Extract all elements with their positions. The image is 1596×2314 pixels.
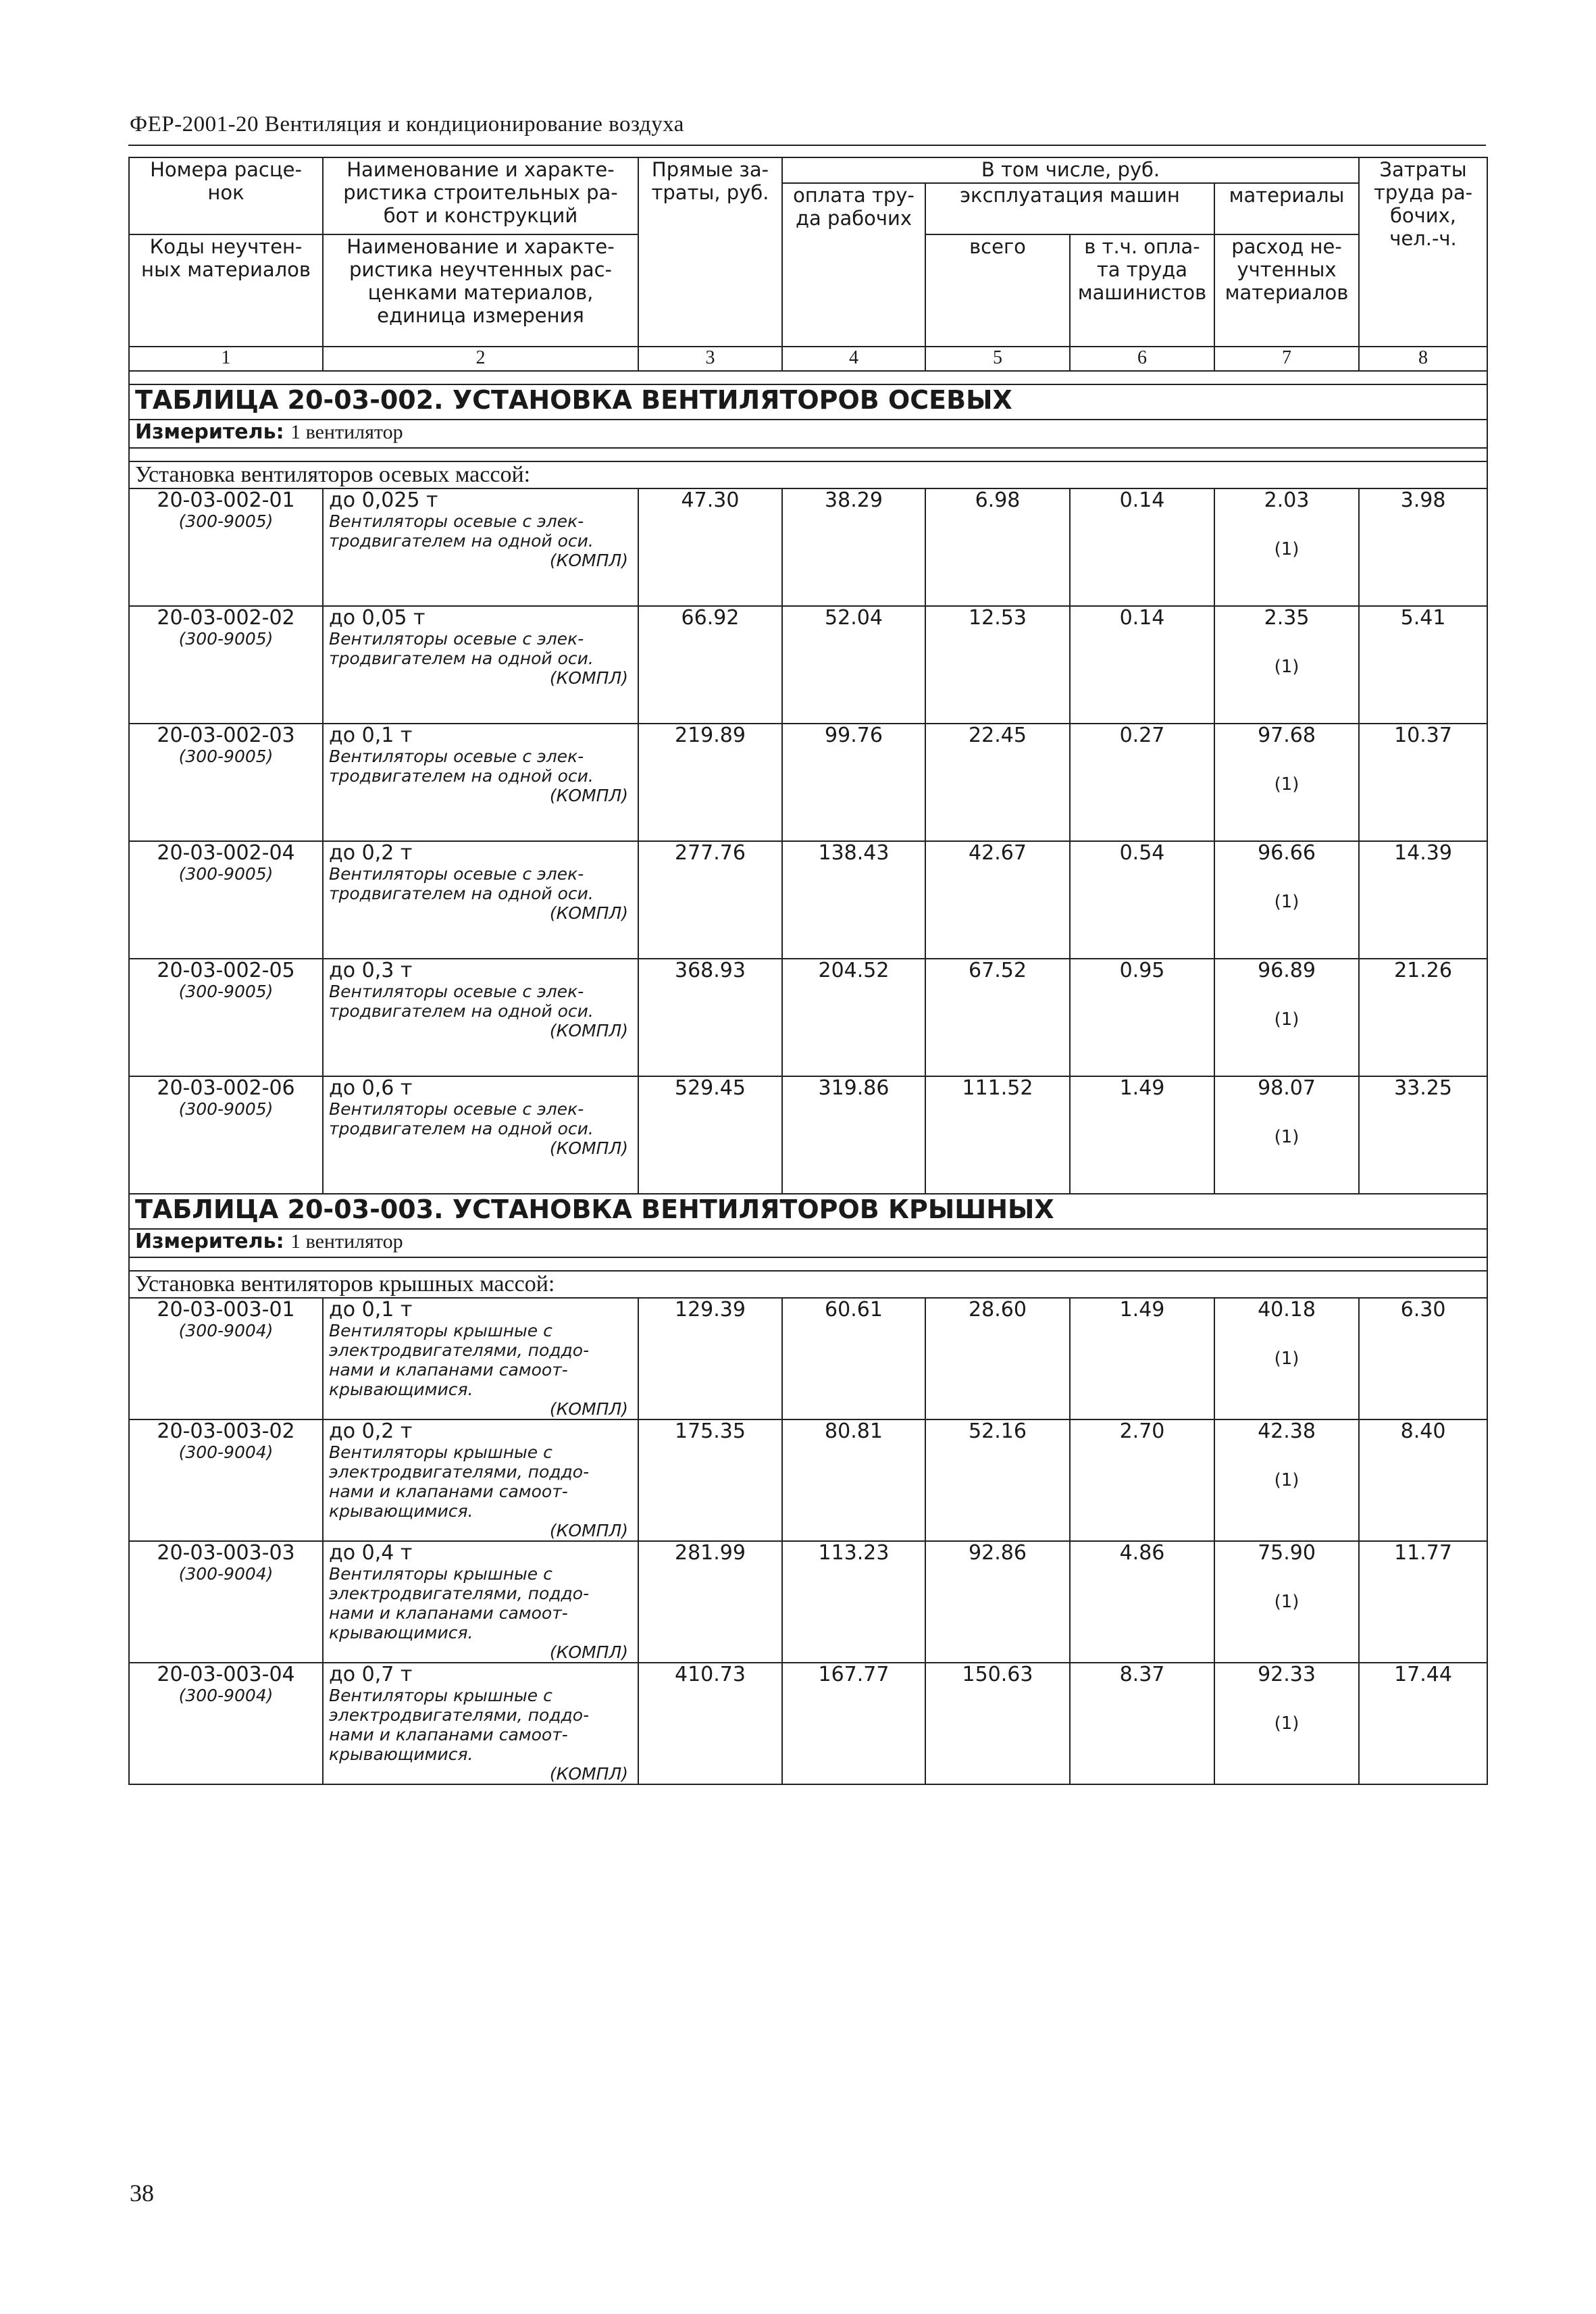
materials-cost: 2.03: [1264, 488, 1310, 512]
worker-pay: 113.23: [782, 1541, 925, 1663]
work-name-cell: [323, 1663, 638, 1784]
materials-cost: 97.68: [1258, 724, 1316, 747]
spacer-cell: [129, 1257, 1487, 1271]
rate-code: 20-03-002-06: [157, 1076, 295, 1100]
material-quantity: (1): [1274, 1470, 1299, 1490]
running-head: ФЕР-2001-20 Вентиляция и кондиционирование воздуха: [130, 112, 684, 136]
unit-line: [129, 420, 1487, 448]
col-number: 8: [1359, 347, 1487, 371]
worker-pay: 167.77: [782, 1663, 925, 1784]
header-unaccounted-codes: Коды неучтен-ных материалов: [129, 234, 323, 347]
machines-total: 12.53: [925, 606, 1070, 724]
direct-costs: 175.35: [638, 1419, 782, 1541]
operator-pay: 0.14: [1070, 606, 1214, 724]
table-row: [129, 1298, 1487, 1419]
work-name-cell: [323, 724, 638, 841]
machines-total: 150.63: [925, 1663, 1070, 1784]
material-unit: (КОМПЛ): [549, 786, 628, 805]
materials-cost: 96.66: [1258, 841, 1316, 865]
material-quantity: (1): [1274, 1592, 1299, 1612]
work-name: до 0,4 т: [329, 1541, 413, 1565]
table-row: [129, 606, 1487, 724]
machines-total: 42.67: [925, 841, 1070, 959]
rate-code: 20-03-003-03: [157, 1541, 295, 1565]
work-name: до 0,3 т: [329, 959, 413, 982]
table-row: [129, 959, 1487, 1076]
work-name: до 0,1 т: [329, 1298, 413, 1322]
material-quantity: (1): [1274, 539, 1299, 559]
work-name-cell: [323, 1419, 638, 1541]
operator-pay: 0.14: [1070, 488, 1214, 606]
work-name-cell: [323, 1298, 638, 1419]
materials-cell: [1214, 1419, 1359, 1541]
material-quantity: (1): [1274, 657, 1299, 677]
col-number: 1: [129, 347, 323, 371]
material-description: Вентиляторы осевые с элек-тродвигателем на одной оси.: [329, 864, 594, 903]
labor-hours: 6.30: [1359, 1298, 1487, 1419]
rate-code-cell: [129, 1419, 323, 1541]
rate-code: 20-03-002-03: [157, 724, 295, 747]
machines-total: 28.60: [925, 1298, 1070, 1419]
material-description: Вентиляторы осевые с элек-тродвигателем на одной оси.: [329, 1099, 594, 1138]
spacer-cell: [129, 371, 1487, 384]
col-number: 2: [323, 347, 638, 371]
materials-cost: 96.89: [1258, 959, 1316, 982]
header-rule: [128, 145, 1486, 146]
work-name: до 0,2 т: [329, 1419, 413, 1443]
header-machine-operation: эксплуатация машин: [925, 183, 1214, 234]
work-name: до 0,025 т: [329, 488, 438, 512]
material-unit: (КОМПЛ): [549, 1642, 628, 1662]
rate-code: 20-03-002-01: [157, 488, 295, 512]
spacer-cell: [129, 448, 1487, 461]
materials-cell: [1214, 959, 1359, 1076]
material-description: Вентиляторы осевые с элек-тродвигателем на одной оси.: [329, 747, 594, 786]
unit-line: [129, 1229, 1487, 1257]
labor-hours: 21.26: [1359, 959, 1487, 1076]
unit-value: 1 вентилятор: [290, 421, 403, 443]
operator-pay: 8.37: [1070, 1663, 1214, 1784]
work-name: до 0,1 т: [329, 724, 413, 747]
table-row: [129, 1419, 1487, 1541]
labor-hours: 17.44: [1359, 1663, 1487, 1784]
materials-cost: 75.90: [1258, 1541, 1316, 1565]
header-worker-pay: оплата тру-да рабочих: [782, 183, 925, 347]
material-quantity: (1): [1274, 892, 1299, 912]
header-work-name: Наименование и характе-ристика строительных ра-бот и конструкций: [323, 157, 638, 234]
machines-total: 6.98: [925, 488, 1070, 606]
machines-total: 92.86: [925, 1541, 1070, 1663]
material-quantity: (1): [1274, 1127, 1299, 1147]
direct-costs: 410.73: [638, 1663, 782, 1784]
materials-cell: [1214, 1663, 1359, 1784]
labor-hours: 11.77: [1359, 1541, 1487, 1663]
direct-costs: 368.93: [638, 959, 782, 1076]
materials-cell: [1214, 1541, 1359, 1663]
direct-costs: 47.30: [638, 488, 782, 606]
col-number: 7: [1214, 347, 1359, 371]
material-unit: (КОМПЛ): [549, 1138, 628, 1158]
rate-code-cell: [129, 606, 323, 724]
header-material-use: расход не-учтенных материалов: [1214, 234, 1359, 347]
direct-costs: 281.99: [638, 1541, 782, 1663]
materials-cost: 92.33: [1258, 1663, 1316, 1686]
materials-cell: [1214, 1298, 1359, 1419]
unit-value: 1 вентилятор: [290, 1230, 403, 1253]
header-operator-pay: в т.ч. опла-та труда машинистов: [1070, 234, 1214, 347]
table-row: [129, 1076, 1487, 1194]
material-unit: (КОМПЛ): [549, 1764, 628, 1784]
direct-costs: 66.92: [638, 606, 782, 724]
group-subheading: Установка вентиляторов крышных массой:: [129, 1271, 1487, 1298]
work-name: до 0,6 т: [329, 1076, 413, 1100]
operator-pay: 0.27: [1070, 724, 1214, 841]
materials-cost: 2.35: [1264, 606, 1310, 630]
material-quantity: (1): [1274, 774, 1299, 795]
material-unit: (КОМПЛ): [549, 1399, 628, 1419]
labor-hours: 8.40: [1359, 1419, 1487, 1541]
header-rate-numbers: Номера расце-нок: [129, 157, 323, 234]
col-number: 5: [925, 347, 1070, 371]
material-description: Вентиляторы осевые с элек-тродвигателем на одной оси.: [329, 629, 594, 668]
labor-hours: 3.98: [1359, 488, 1487, 606]
labor-hours: 14.39: [1359, 841, 1487, 959]
material-description: Вентиляторы крышные с электродвигателями, поддо-нами и клапанами самоот-крывающимися.: [329, 1564, 590, 1642]
materials-cell: [1214, 488, 1359, 606]
table-header: [129, 157, 1487, 371]
machines-total: 52.16: [925, 1419, 1070, 1541]
operator-pay: 0.54: [1070, 841, 1214, 959]
rate-code: 20-03-003-04: [157, 1663, 295, 1686]
rate-code-cell: [129, 724, 323, 841]
table-row: [129, 841, 1487, 959]
work-name-cell: [323, 606, 638, 724]
material-unit: (КОМПЛ): [549, 551, 628, 570]
col-number: 6: [1070, 347, 1214, 371]
header-labor-hours: Затраты труда ра-бочих, чел.-ч.: [1359, 157, 1487, 347]
material-code: (300-9005): [178, 629, 274, 649]
material-quantity: (1): [1274, 1349, 1299, 1369]
material-code: (300-9005): [178, 747, 274, 766]
rate-code-cell: [129, 1298, 323, 1419]
material-unit: (КОМПЛ): [549, 668, 628, 688]
materials-cell: [1214, 1076, 1359, 1194]
unit-label: Измеритель:: [135, 420, 284, 444]
worker-pay: 319.86: [782, 1076, 925, 1194]
material-code: (300-9004): [178, 1564, 274, 1584]
worker-pay: 38.29: [782, 488, 925, 606]
work-name: до 0,2 т: [329, 841, 413, 865]
rate-code: 20-03-003-02: [157, 1419, 295, 1443]
worker-pay: 60.61: [782, 1298, 925, 1419]
rate-code-cell: [129, 1076, 323, 1194]
section-title: ТАБЛИЦА 20-03-003. УСТАНОВКА ВЕНТИЛЯТОРОВ КРЫШНЫХ: [129, 1194, 1487, 1229]
machines-total: 67.52: [925, 959, 1070, 1076]
page-number: 38: [130, 2180, 154, 2207]
direct-costs: 277.76: [638, 841, 782, 959]
work-name-cell: [323, 959, 638, 1076]
materials-cell: [1214, 724, 1359, 841]
machines-total: 22.45: [925, 724, 1070, 841]
material-description: Вентиляторы осевые с элек-тродвигателем на одной оси.: [329, 511, 594, 551]
work-name-cell: [323, 488, 638, 606]
worker-pay: 204.52: [782, 959, 925, 1076]
col-number: 3: [638, 347, 782, 371]
rate-code: 20-03-002-02: [157, 606, 295, 630]
material-unit: (КОМПЛ): [549, 903, 628, 923]
group-subheading: Установка вентиляторов осевых массой:: [129, 461, 1487, 488]
unit-label: Измеритель:: [135, 1230, 284, 1253]
material-description: Вентиляторы осевые с элек-тродвигателем на одной оси.: [329, 982, 594, 1021]
work-name-cell: [323, 841, 638, 959]
labor-hours: 33.25: [1359, 1076, 1487, 1194]
labor-hours: 10.37: [1359, 724, 1487, 841]
material-code: (300-9004): [178, 1321, 274, 1340]
table-row: [129, 724, 1487, 841]
section-title: ТАБЛИЦА 20-03-002. УСТАНОВКА ВЕНТИЛЯТОРОВ ОСЕВЫХ: [129, 384, 1487, 420]
direct-costs: 129.39: [638, 1298, 782, 1419]
labor-hours: 5.41: [1359, 606, 1487, 724]
material-quantity: (1): [1274, 1713, 1299, 1734]
work-name-cell: [323, 1076, 638, 1194]
table-row: [129, 1541, 1487, 1663]
materials-cost: 40.18: [1258, 1298, 1316, 1322]
header-materials: материалы: [1214, 183, 1359, 234]
material-description: Вентиляторы крышные с электродвигателями, поддо-нами и клапанами самоот-крывающимися.: [329, 1442, 590, 1521]
worker-pay: 99.76: [782, 724, 925, 841]
worker-pay: 138.43: [782, 841, 925, 959]
direct-costs: 219.89: [638, 724, 782, 841]
rate-code-cell: [129, 488, 323, 606]
material-description: Вентиляторы крышные с электродвигателями, поддо-нами и клапанами самоот-крывающимися.: [329, 1321, 590, 1399]
materials-cost: 98.07: [1258, 1076, 1316, 1100]
operator-pay: 1.49: [1070, 1298, 1214, 1419]
material-code: (300-9005): [178, 511, 274, 531]
rate-code-cell: [129, 1663, 323, 1784]
machines-total: 111.52: [925, 1076, 1070, 1194]
material-code: (300-9004): [178, 1686, 274, 1705]
material-description: Вентиляторы крышные с электродвигателями, поддо-нами и клапанами самоот-крывающимися.: [329, 1686, 590, 1764]
materials-cell: [1214, 606, 1359, 724]
material-quantity: (1): [1274, 1009, 1299, 1030]
rate-code-cell: [129, 1541, 323, 1663]
material-code: (300-9004): [178, 1442, 274, 1462]
table-body: [129, 371, 1487, 1784]
rate-code: 20-03-002-05: [157, 959, 295, 982]
material-code: (300-9005): [178, 864, 274, 884]
operator-pay: 1.49: [1070, 1076, 1214, 1194]
header-unaccounted-name: Наименование и характе-ристика неучтенных рас-ценками материалов, единица измерения: [323, 234, 638, 347]
rate-code-cell: [129, 959, 323, 1076]
price-table: [128, 157, 1488, 1785]
rate-code: 20-03-003-01: [157, 1298, 295, 1322]
materials-cell: [1214, 841, 1359, 959]
worker-pay: 80.81: [782, 1419, 925, 1541]
header-machines-total: всего: [925, 234, 1070, 347]
material-code: (300-9005): [178, 982, 274, 1001]
work-name: до 0,7 т: [329, 1663, 413, 1686]
worker-pay: 52.04: [782, 606, 925, 724]
col-number: 4: [782, 347, 925, 371]
material-unit: (КОМПЛ): [549, 1021, 628, 1040]
work-name: до 0,05 т: [329, 606, 426, 630]
rate-code-cell: [129, 841, 323, 959]
work-name-cell: [323, 1541, 638, 1663]
material-code: (300-9005): [178, 1099, 274, 1119]
header-direct-costs: Прямые за-траты, руб.: [638, 157, 782, 347]
table-row: [129, 488, 1487, 606]
operator-pay: 0.95: [1070, 959, 1214, 1076]
table-row: [129, 1663, 1487, 1784]
materials-cost: 42.38: [1258, 1419, 1316, 1443]
operator-pay: 2.70: [1070, 1419, 1214, 1541]
operator-pay: 4.86: [1070, 1541, 1214, 1663]
material-unit: (КОМПЛ): [549, 1521, 628, 1540]
rate-code: 20-03-002-04: [157, 841, 295, 865]
header-including: В том числе, руб.: [782, 157, 1359, 183]
direct-costs: 529.45: [638, 1076, 782, 1194]
